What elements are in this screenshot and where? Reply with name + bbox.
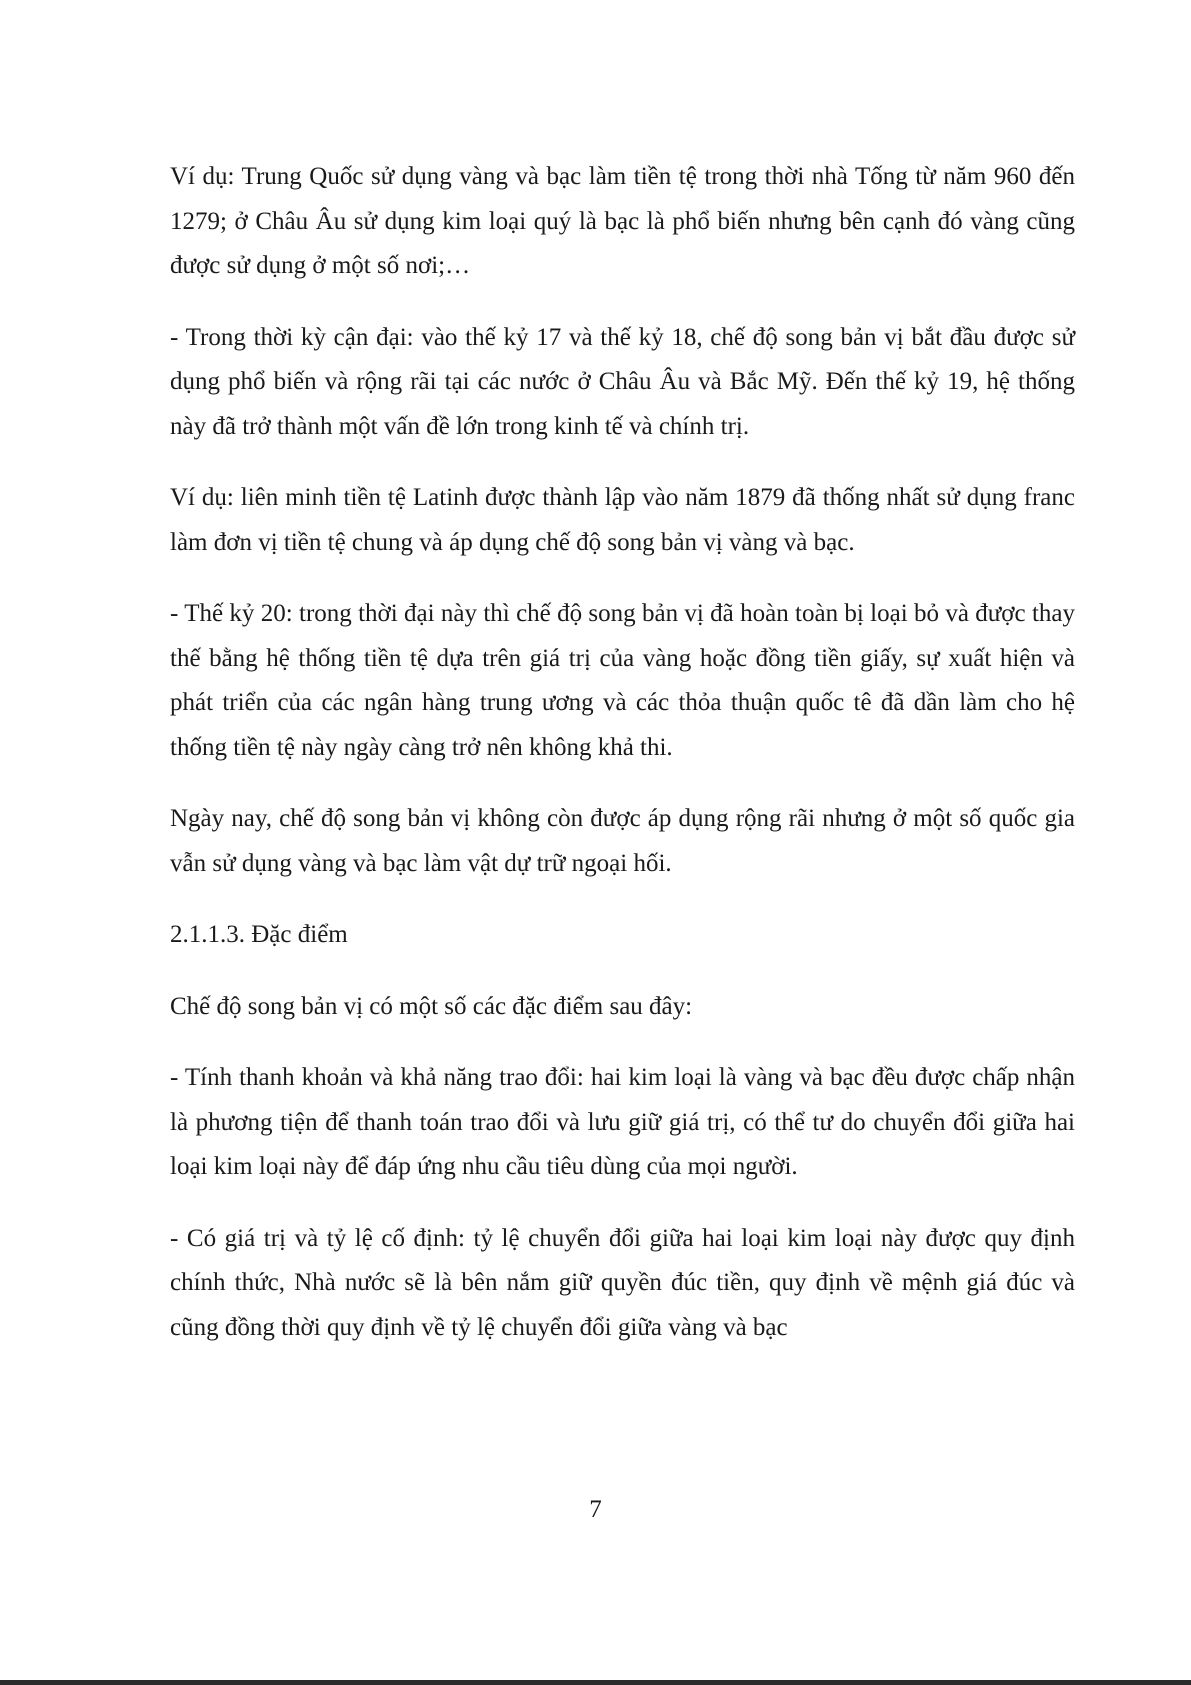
paragraph-example-latin-union: Ví dụ: liên minh tiền tệ Latinh được thành lập vào năm 1879 đã thống nhất sử dụng franc làm đơn vị tiền tệ chung và áp dụng chế độ song bản vị vàng và bạc. <box>170 484 1075 556</box>
feature-liquidity: - Tính thanh khoản và khả năng trao đổi: hai kim loại là vàng và bạc đều được chấp nhận là phương tiện để thanh toán trao đổi và lưu giữ giá trị, có thể tư do chuyển đổi giữa hai loại kim loại này để đáp ứng nhu cầu tiêu dùng của mọi người. <box>170 1064 1075 1180</box>
page-bottom-edge <box>0 1680 1191 1685</box>
paragraph-20th-century: - Thế kỷ 20: trong thời đại này thì chế độ song bản vị đã hoàn toàn bị loại bỏ và được thay thế bằng hệ thống tiền tệ dựa trên giá trị của vàng hoặc đồng tiền giấy, sự xuất hiện và phát triển của các ngân hàng trung ương và các thỏa thuận quốc tê đã dần làm cho hệ thống tiền tệ này ngày càng trở nên không khả thi. <box>170 600 1075 761</box>
section-heading: 2.1.1.3. Đặc điểm <box>170 921 348 948</box>
features-intro: Chế độ song bản vị có một số các đặc điểm sau đây: <box>170 992 693 1020</box>
feature-fixed-ratio: - Có giá trị và tỷ lệ cố định: tỷ lệ chuyển đổi giữa hai loại kim loại này được quy định chính thức, Nhà nước sẽ là bên nắm giữ quyền đúc tiền, quy định về mệnh giá đúc và cũng đồng thời quy định về tỷ lệ chuyển đổi giữa vàng và bạc <box>170 1224 1075 1341</box>
page-body <box>170 155 1075 1377</box>
paragraph-today: Ngày nay, chế độ song bản vị không còn được áp dụng rộng rãi nhưng ở một số quốc gia vẫn sử dụng vàng và bạc làm vật dự trữ ngoại hối. <box>170 805 1075 877</box>
page-number: 7 <box>589 1496 602 1523</box>
paragraph-example-china: Ví dụ: Trung Quốc sử dụng vàng và bạc làm tiền tệ trong thời nhà Tống từ năm 960 đến 1279; ở Châu Âu sử dụng kim loại quý là bạc là phổ biến nhưng bên cạnh đó vàng cũng được sử dụng ở một số nơi;… <box>170 163 1075 279</box>
paragraph-modern-period: - Trong thời kỳ cận đại: vào thế kỷ 17 và thế kỷ 18, chế độ song bản vị bắt đầu được sử dụng phổ biến và rộng rãi tại các nước ở Châu Âu và Bắc Mỹ. Đến thế kỷ 19, hệ thống này đã trở thành một vấn đề lớn trong kinh tế và chính trị. <box>170 323 1075 440</box>
